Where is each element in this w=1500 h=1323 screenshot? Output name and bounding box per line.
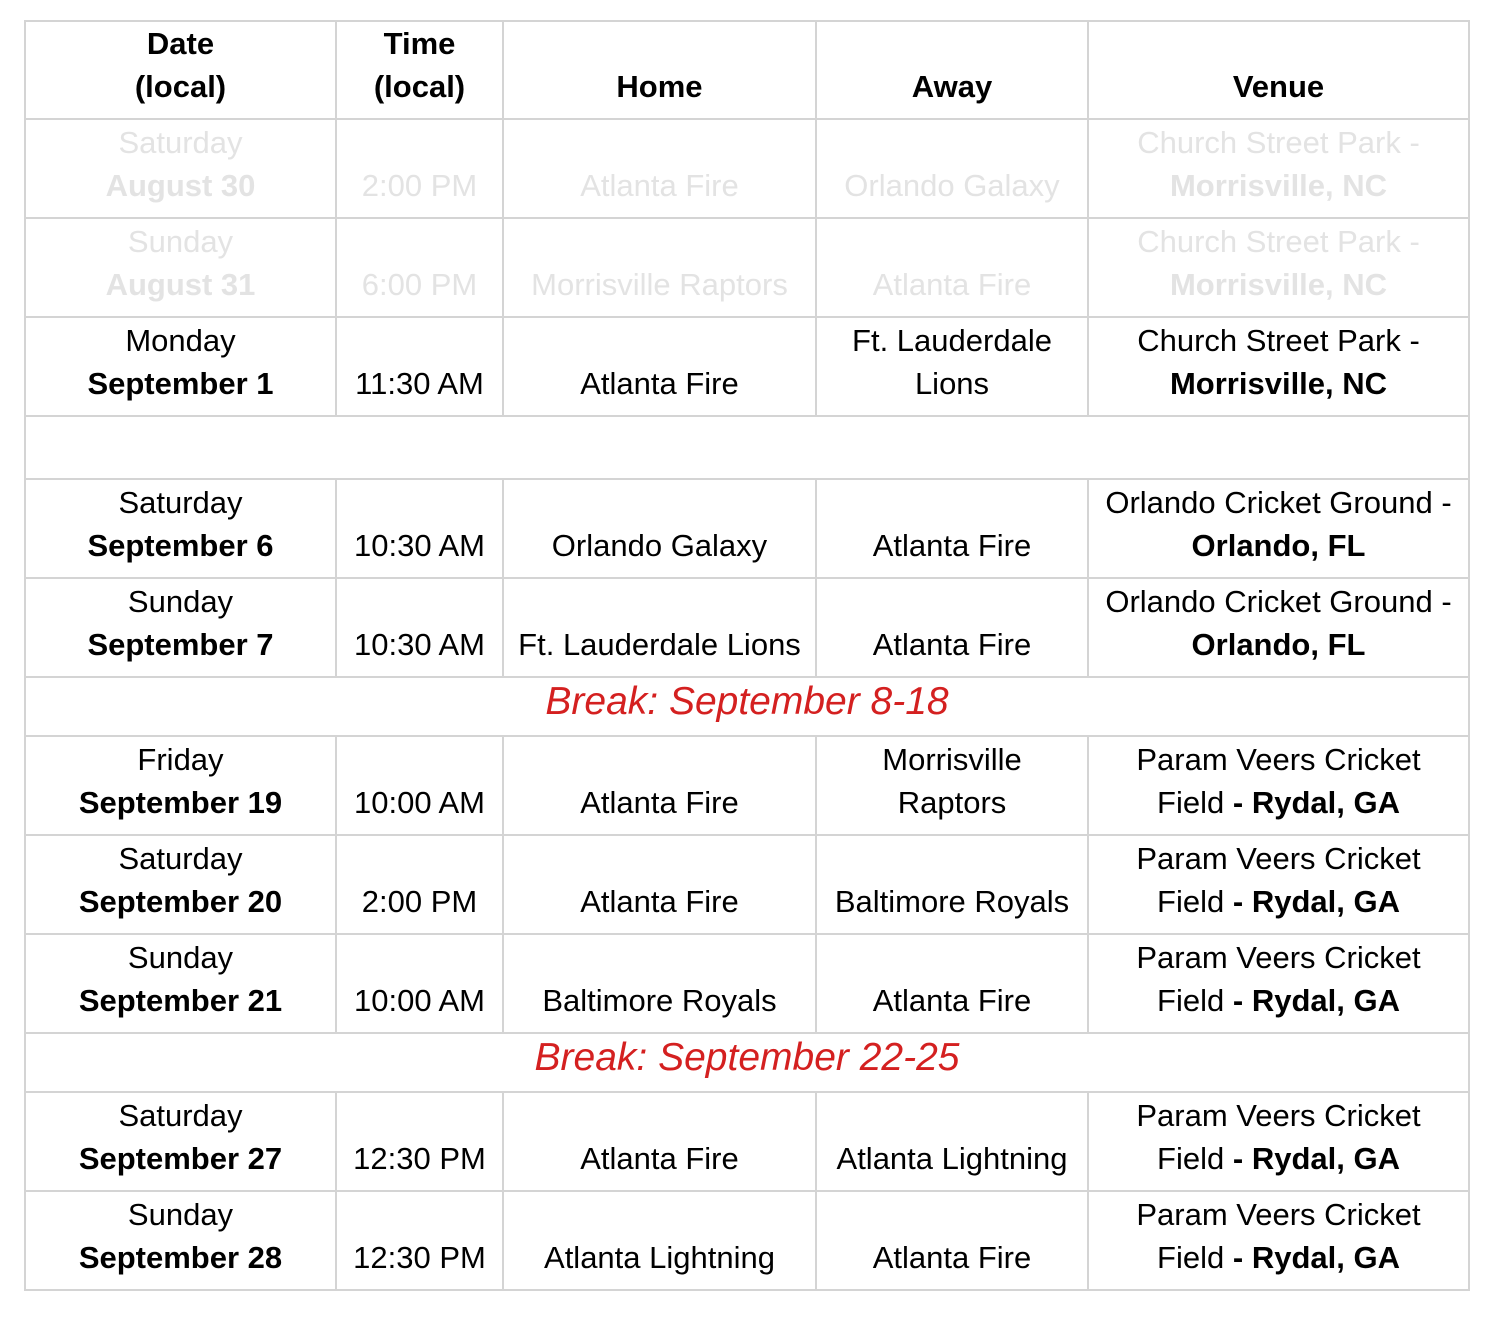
venue-field-line bbox=[1093, 1137, 1464, 1180]
venue-name: Church Street Park - bbox=[1137, 125, 1420, 160]
venue-field: Field bbox=[1157, 1240, 1225, 1275]
day-label: Saturday bbox=[118, 1098, 243, 1133]
away-line2: Lions bbox=[914, 366, 990, 401]
table-row bbox=[25, 578, 1469, 677]
time-cell: 10:30 AM bbox=[336, 479, 503, 578]
venue-name: Param Veers Cricket bbox=[1136, 742, 1421, 777]
time-cell: 2:00 PM bbox=[336, 119, 503, 218]
day-label: Sunday bbox=[127, 224, 234, 259]
venue-field-line bbox=[1093, 979, 1464, 1022]
time-cell: 10:30 AM bbox=[336, 578, 503, 677]
break-row bbox=[25, 1033, 1469, 1092]
venue-field: Field bbox=[1157, 785, 1225, 820]
venue-cell bbox=[1088, 218, 1469, 317]
break-cell bbox=[25, 677, 1469, 736]
venue-location: Morrisville, NC bbox=[1169, 267, 1388, 302]
date-cell bbox=[25, 578, 336, 677]
home-cell: Atlanta Fire bbox=[503, 317, 816, 416]
home-cell: Atlanta Fire bbox=[503, 835, 816, 934]
date-cell bbox=[25, 479, 336, 578]
home-cell: Atlanta Fire bbox=[503, 736, 816, 835]
table-row bbox=[25, 934, 1469, 1033]
away-cell: Atlanta Fire bbox=[816, 934, 1088, 1033]
home-cell: Atlanta Fire bbox=[503, 1092, 816, 1191]
venue-cell bbox=[1088, 1092, 1469, 1191]
date-cell bbox=[25, 317, 336, 416]
table-row bbox=[25, 736, 1469, 835]
time-cell: 12:30 PM bbox=[336, 1191, 503, 1290]
away-cell: Atlanta Fire bbox=[816, 479, 1088, 578]
table-row bbox=[25, 1191, 1469, 1290]
header-time-line1: Time bbox=[383, 26, 456, 61]
away-cell: Atlanta Fire bbox=[816, 578, 1088, 677]
date-label: September 6 bbox=[87, 528, 274, 563]
break-label: Break: September 22-25 bbox=[534, 1036, 960, 1079]
date-label: September 1 bbox=[87, 366, 274, 401]
away-cell bbox=[816, 736, 1088, 835]
venue-field-line bbox=[1093, 880, 1464, 923]
home-cell: Atlanta Lightning bbox=[503, 1191, 816, 1290]
venue-location: Rydal, GA bbox=[1251, 785, 1400, 820]
day-label: Sunday bbox=[127, 940, 234, 975]
header-date bbox=[25, 21, 336, 119]
venue-name: Param Veers Cricket bbox=[1136, 1098, 1421, 1133]
date-cell bbox=[25, 119, 336, 218]
away-cell bbox=[816, 317, 1088, 416]
header-row bbox=[25, 21, 1469, 119]
venue-cell bbox=[1088, 317, 1469, 416]
blank-separator-row bbox=[25, 416, 1469, 479]
venue-sep: - bbox=[1232, 1240, 1244, 1275]
venue-name: Param Veers Cricket bbox=[1136, 841, 1421, 876]
venue-sep: - bbox=[1232, 1141, 1244, 1176]
table-row bbox=[25, 835, 1469, 934]
date-label: August 31 bbox=[105, 267, 256, 302]
venue-cell bbox=[1088, 835, 1469, 934]
break-label: Break: September 8-18 bbox=[545, 680, 949, 723]
away-cell: Atlanta Lightning bbox=[816, 1092, 1088, 1191]
date-label: September 27 bbox=[78, 1141, 283, 1176]
date-cell bbox=[25, 934, 336, 1033]
table-row bbox=[25, 119, 1469, 218]
away-cell: Atlanta Fire bbox=[816, 1191, 1088, 1290]
venue-location: Orlando, FL bbox=[1191, 627, 1366, 662]
date-label: September 28 bbox=[78, 1240, 283, 1275]
header-home: Home bbox=[503, 21, 816, 119]
time-cell: 11:30 AM bbox=[336, 317, 503, 416]
away-cell: Baltimore Royals bbox=[816, 835, 1088, 934]
away-cell: Orlando Galaxy bbox=[816, 119, 1088, 218]
venue-field-line bbox=[1093, 781, 1464, 824]
date-cell bbox=[25, 1092, 336, 1191]
header-away: Away bbox=[816, 21, 1088, 119]
day-label: Saturday bbox=[118, 125, 243, 160]
break-row bbox=[25, 677, 1469, 736]
table-row bbox=[25, 1092, 1469, 1191]
time-cell: 12:30 PM bbox=[336, 1092, 503, 1191]
time-cell: 10:00 AM bbox=[336, 736, 503, 835]
time-cell: 6:00 PM bbox=[336, 218, 503, 317]
home-cell: Atlanta Fire bbox=[503, 119, 816, 218]
break-cell bbox=[25, 1033, 1469, 1092]
header-time bbox=[336, 21, 503, 119]
day-label: Saturday bbox=[118, 841, 243, 876]
venue-name: Church Street Park - bbox=[1137, 224, 1420, 259]
date-cell bbox=[25, 835, 336, 934]
venue-location: Rydal, GA bbox=[1251, 1240, 1400, 1275]
date-cell bbox=[25, 218, 336, 317]
date-label: September 7 bbox=[87, 627, 274, 662]
away-line1: Morrisville bbox=[882, 742, 1022, 777]
venue-name: Orlando Cricket Ground - bbox=[1105, 584, 1452, 619]
header-date-line1: Date bbox=[146, 26, 215, 61]
home-cell: Morrisville Raptors bbox=[503, 218, 816, 317]
venue-name: Param Veers Cricket bbox=[1136, 1197, 1421, 1232]
venue-cell bbox=[1088, 119, 1469, 218]
venue-cell bbox=[1088, 479, 1469, 578]
venue-sep: - bbox=[1232, 983, 1244, 1018]
venue-field: Field bbox=[1157, 1141, 1225, 1176]
away-cell: Atlanta Fire bbox=[816, 218, 1088, 317]
date-label: September 21 bbox=[78, 983, 283, 1018]
table-row bbox=[25, 317, 1469, 416]
day-label: Sunday bbox=[127, 584, 234, 619]
venue-cell bbox=[1088, 934, 1469, 1033]
date-cell bbox=[25, 1191, 336, 1290]
home-cell: Ft. Lauderdale Lions bbox=[503, 578, 816, 677]
venue-location: Morrisville, NC bbox=[1169, 168, 1388, 203]
venue-cell bbox=[1088, 1191, 1469, 1290]
home-cell: Orlando Galaxy bbox=[503, 479, 816, 578]
header-venue: Venue bbox=[1088, 21, 1469, 119]
blank-separator-cell bbox=[25, 416, 1469, 479]
date-label: September 19 bbox=[78, 785, 283, 820]
venue-location: Rydal, GA bbox=[1251, 1141, 1400, 1176]
day-label: Saturday bbox=[118, 485, 243, 520]
away-line2: Raptors bbox=[897, 785, 1007, 820]
table-row bbox=[25, 218, 1469, 317]
away-line1: Ft. Lauderdale bbox=[852, 323, 1052, 358]
schedule-table bbox=[24, 20, 1470, 1291]
date-label: September 20 bbox=[78, 884, 283, 919]
day-label: Friday bbox=[137, 742, 224, 777]
time-cell: 10:00 AM bbox=[336, 934, 503, 1033]
home-cell: Baltimore Royals bbox=[503, 934, 816, 1033]
header-time-line2: (local) bbox=[373, 69, 466, 104]
venue-sep: - bbox=[1232, 884, 1244, 919]
venue-location: Rydal, GA bbox=[1251, 884, 1400, 919]
table-row bbox=[25, 479, 1469, 578]
venue-location: Morrisville, NC bbox=[1169, 366, 1388, 401]
venue-cell bbox=[1088, 736, 1469, 835]
venue-field: Field bbox=[1157, 983, 1225, 1018]
time-cell: 2:00 PM bbox=[336, 835, 503, 934]
day-label: Sunday bbox=[127, 1197, 234, 1232]
venue-name: Param Veers Cricket bbox=[1136, 940, 1421, 975]
venue-sep: - bbox=[1232, 785, 1244, 820]
venue-field: Field bbox=[1157, 884, 1225, 919]
venue-field-line bbox=[1093, 1236, 1464, 1279]
day-label: Monday bbox=[125, 323, 236, 358]
venue-location: Orlando, FL bbox=[1191, 528, 1366, 563]
venue-cell bbox=[1088, 578, 1469, 677]
venue-location: Rydal, GA bbox=[1251, 983, 1400, 1018]
date-label: August 30 bbox=[105, 168, 256, 203]
header-date-line2: (local) bbox=[134, 69, 227, 104]
date-cell bbox=[25, 736, 336, 835]
venue-name: Orlando Cricket Ground - bbox=[1105, 485, 1452, 520]
venue-name: Church Street Park - bbox=[1137, 323, 1420, 358]
